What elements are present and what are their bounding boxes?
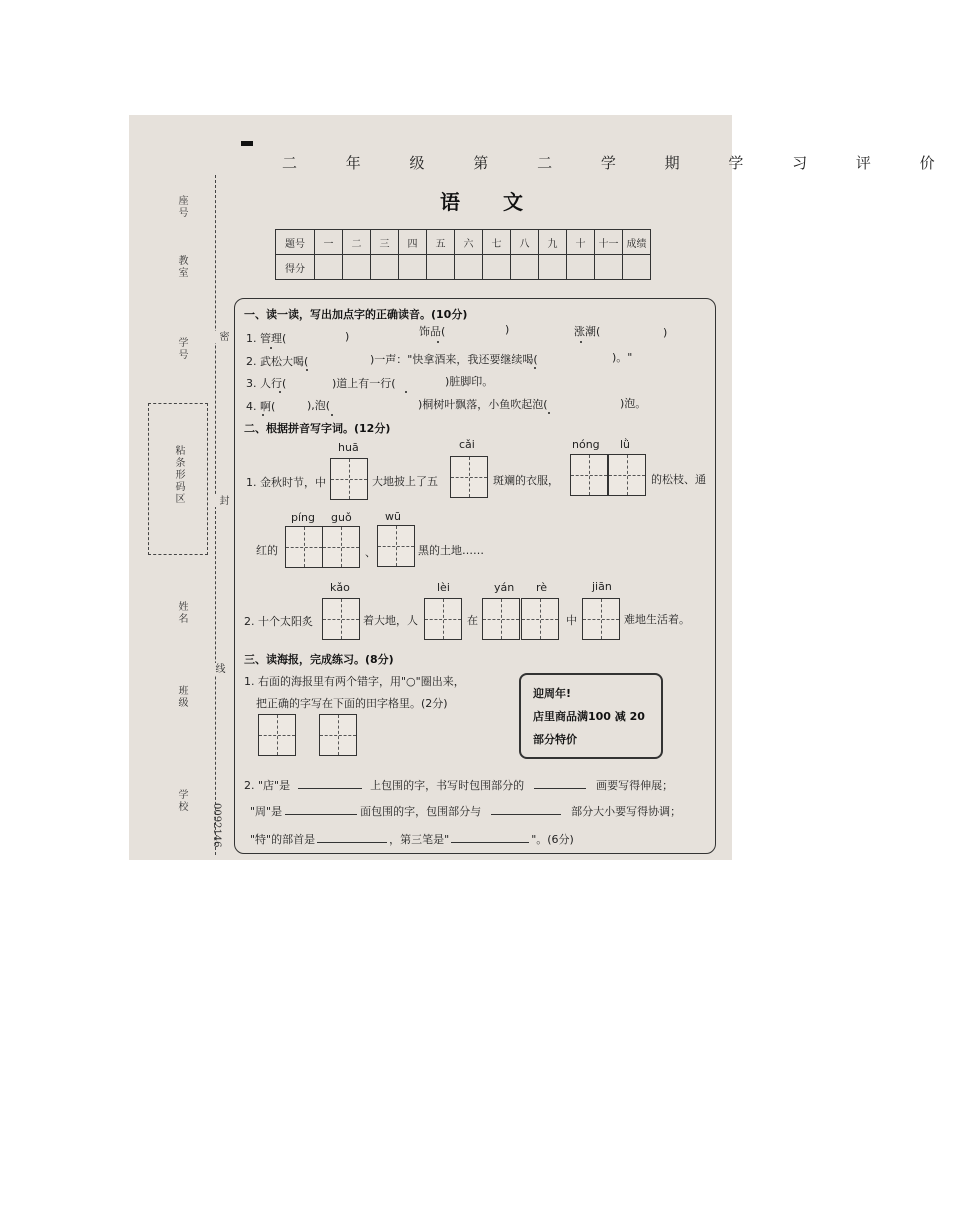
score-cell[interactable]	[427, 255, 455, 280]
col-header: 二	[343, 230, 371, 255]
q2-1-d: 的松枝、通	[651, 473, 706, 486]
col-header: 三	[371, 230, 399, 255]
tianzige-box[interactable]	[424, 598, 462, 640]
score-cell[interactable]	[315, 255, 343, 280]
tianzige-box[interactable]	[330, 458, 368, 500]
col-header: 十一	[595, 230, 623, 255]
feng-mark: 封	[217, 495, 228, 507]
score-cell[interactable]	[343, 255, 371, 280]
col-header: 九	[539, 230, 567, 255]
emphasis-dot	[262, 414, 264, 416]
barcode-label: 粘条形码区	[173, 445, 184, 505]
tianzige-box[interactable]	[322, 526, 360, 568]
serial-number: 0092146	[211, 803, 222, 848]
q2-1-b: 大地披上了五	[372, 475, 438, 488]
emphasis-dot	[548, 412, 550, 414]
pinyin-yan: yán	[494, 581, 515, 594]
q1-1-close: )	[345, 330, 350, 343]
col-header: 十	[567, 230, 595, 255]
q1-3-middle: )道上有一行(	[332, 377, 396, 390]
school-label: 学校	[176, 789, 187, 813]
pinyin-lei: lèi	[437, 581, 450, 594]
tianzige-box[interactable]	[258, 714, 296, 756]
col-header: 六	[455, 230, 483, 255]
q2-1-c: 斑斓的衣服，	[493, 474, 559, 487]
q2-2-e: 难地生活着。	[624, 613, 690, 626]
mi-mark: 密	[217, 331, 228, 343]
col-header: 一	[315, 230, 343, 255]
section-2-heading: 二、根据拼音写字词。(12分)	[244, 422, 391, 435]
pinyin-cai: cǎi	[459, 438, 475, 451]
score-cell[interactable]	[511, 255, 539, 280]
q1-2-close: )。"	[612, 351, 633, 364]
q3-2-b: 上包围的字，书写时包围部分的	[370, 779, 525, 792]
q2-1-e: 红的	[256, 544, 278, 557]
q1-1c-close: )	[663, 326, 668, 339]
room-label: 教室	[176, 255, 187, 279]
pinyin-hua: huā	[338, 441, 359, 454]
q1-4-c: )桐树叶飘落，小鱼吹起泡(	[418, 398, 548, 411]
subject-title: 语 文	[440, 190, 541, 214]
emphasis-dot	[405, 391, 407, 393]
tianzige-box[interactable]	[377, 525, 415, 567]
poster	[519, 673, 663, 759]
corner-marker	[241, 141, 253, 146]
poster-line-1: 迎周年!	[533, 687, 572, 700]
col-header: 五	[427, 230, 455, 255]
q3-2-e: 面包围的字，包围部分与	[360, 805, 482, 818]
exam-title: 二 年 级 第 二 学 期 学 习 评 价	[282, 154, 957, 172]
q3-2-row1	[244, 777, 673, 793]
xian-mark: 线	[213, 663, 224, 675]
tianzige-box[interactable]	[582, 598, 620, 640]
q1-3-prefix: 3. 人行(	[246, 377, 287, 390]
q3-2-g: "特"的部首是	[250, 833, 316, 846]
q3-1-line1: 1. 右面的海报里有两个错字，用"○"圈出来，	[244, 675, 465, 688]
q2-2-b: 着大地，人	[363, 614, 418, 627]
emphasis-dot	[279, 391, 281, 393]
binding-dashed-line	[215, 175, 216, 855]
col-header: 八	[511, 230, 539, 255]
row-label-score: 得分	[276, 255, 315, 280]
pinyin-lv: lǜ	[620, 438, 631, 451]
emphasis-dot	[534, 367, 536, 369]
name-label: 姓名	[176, 601, 187, 625]
q3-2-a: 2. "店"是	[244, 779, 291, 792]
q2-1-a: 1. 金秋时节，中	[246, 476, 326, 489]
emphasis-dot	[331, 414, 333, 416]
q1-2-prefix: 2. 武松大喝(	[246, 355, 309, 368]
pinyin-ping: píng	[291, 511, 315, 524]
answer-blank[interactable]	[317, 832, 387, 843]
q2-1-f: 、	[365, 546, 376, 559]
q3-2-row3	[250, 831, 574, 847]
q1-1b-close: )	[505, 323, 510, 336]
pinyin-re: rè	[536, 581, 548, 594]
q2-1-g: 黑的土地……	[418, 544, 484, 557]
score-cell[interactable]	[371, 255, 399, 280]
emphasis-dot	[306, 369, 308, 371]
col-header: 成绩	[623, 230, 651, 255]
score-cell[interactable]	[455, 255, 483, 280]
tianzige-box[interactable]	[521, 598, 559, 640]
seat-label: 座号	[176, 195, 187, 219]
q1-4-b: ),泡(	[307, 399, 331, 412]
tianzige-box[interactable]	[608, 454, 646, 496]
tianzige-box[interactable]	[570, 454, 608, 496]
emphasis-dot	[580, 341, 582, 343]
score-table	[275, 229, 651, 280]
q2-2-d: 中	[566, 614, 577, 627]
score-cell[interactable]	[567, 255, 595, 280]
score-cell[interactable]	[539, 255, 567, 280]
answer-blank[interactable]	[491, 804, 561, 815]
pinyin-jian: jiān	[592, 580, 612, 593]
tianzige-box[interactable]	[322, 598, 360, 640]
q1-1c-prefix: 涨潮(	[574, 325, 601, 338]
col-header: 七	[483, 230, 511, 255]
section-3-heading: 三、读海报，完成练习。(8分)	[244, 653, 394, 666]
q3-2-f: 部分大小要写得协调；	[571, 805, 682, 818]
q3-1-line2: 把正确的字写在下面的田字格里。(2分)	[256, 697, 448, 710]
answer-blank[interactable]	[451, 832, 529, 843]
tianzige-box[interactable]	[450, 456, 488, 498]
q1-1b-prefix: 饰品(	[419, 325, 446, 338]
emphasis-dot	[437, 341, 439, 343]
section-1-heading: 一、读一读，写出加点字的正确读音。(10分)	[244, 308, 468, 321]
q1-1-prefix: 1. 管理(	[246, 332, 287, 345]
poster-line-3: 部分特价	[533, 733, 577, 746]
student-no-label: 学号	[176, 337, 187, 361]
q2-2-c: 在	[467, 614, 478, 627]
q3-2-c: 画要写得伸展；	[596, 779, 674, 792]
pinyin-guo: guǒ	[331, 511, 352, 524]
poster-line-2: 店里商品满100 减 20	[533, 710, 645, 723]
q3-2-i: "。(6分)	[531, 833, 574, 846]
q1-4-close: )泡。	[620, 397, 647, 410]
score-cell[interactable]	[399, 255, 427, 280]
q1-2-middle: )一声："快拿酒来，我还要继续喝(	[370, 353, 538, 366]
q3-2-h: ，第三笔是"	[389, 833, 450, 846]
q3-2-row2	[250, 803, 681, 819]
q2-2-a: 2. 十个太阳炙	[244, 615, 313, 628]
answer-blank[interactable]	[534, 778, 586, 789]
score-cell[interactable]	[483, 255, 511, 280]
pinyin-kao: kǎo	[330, 581, 350, 594]
emphasis-dot	[270, 347, 272, 349]
tianzige-box[interactable]	[319, 714, 357, 756]
tianzige-box[interactable]	[482, 598, 520, 640]
q1-4-prefix: 4. 啊(	[246, 400, 276, 413]
tianzige-box[interactable]	[285, 526, 323, 568]
row-label-question-no: 题号	[276, 230, 315, 255]
pinyin-wu: wū	[385, 510, 401, 523]
col-header: 四	[399, 230, 427, 255]
q1-3-close: )脏脚印。	[445, 375, 494, 388]
score-cell[interactable]	[595, 255, 623, 280]
score-cell[interactable]	[623, 255, 651, 280]
class-label: 班级	[176, 685, 187, 709]
q3-2-d: "周"是	[250, 805, 283, 818]
answer-blank[interactable]	[298, 778, 362, 789]
answer-blank[interactable]	[285, 804, 357, 815]
pinyin-nong: nóng	[572, 438, 600, 451]
